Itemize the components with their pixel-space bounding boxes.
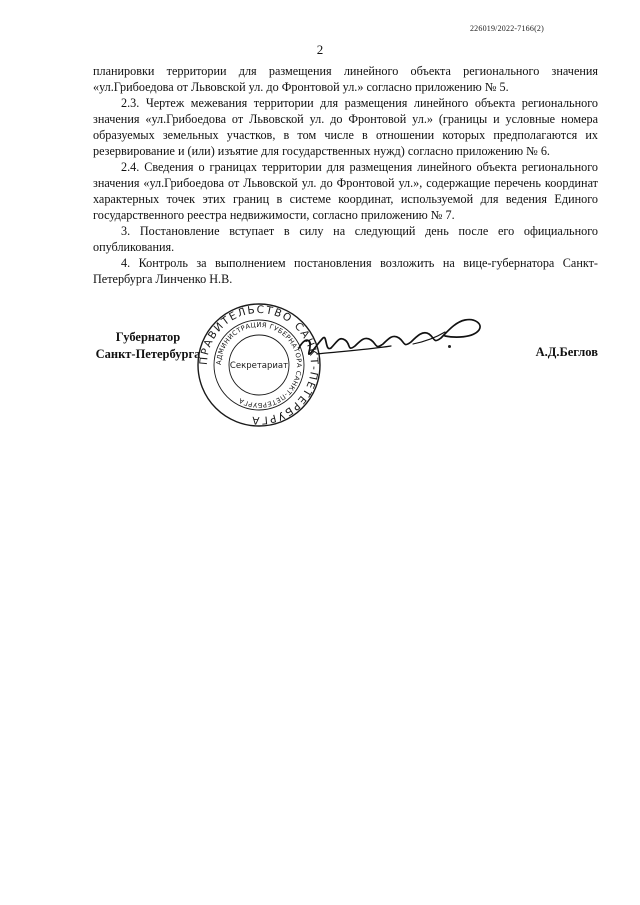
paragraph-3: 3. Постановление вступает в силу на следующий день после его официального опубликования. [93,224,598,254]
paragraph-2-3: 2.3. Чертеж межевания территории для размещения линейного объекта регионального значения «ул.Грибоедова от Львовской ул. до Фронтовой ул.» (границы и условные номера образуемых земельных участков, в том числе в отношении которых предполагаются их резервирование и (или) изъятие для государственных нужд) согласно приложению № 6. [93,96,598,158]
seal-outer-text: ПРАВИТЕЛЬСТВО САНКТ-ПЕТЕРБУРГА [197,303,321,427]
paragraph-4: 4. Контроль за выполнением постановления возложить на вице-губернатора Санкт-Петербурга Линченко Н.В. [93,256,598,286]
document-body [93,63,598,287]
handwritten-signature [295,308,495,368]
signatory-position-line2: Санкт-Петербурга [95,347,201,361]
signature-dot [448,345,451,348]
document-registration-number: 226019/2022-7166(2) [469,24,544,33]
signature-block [0,300,640,440]
paragraph-continuation: планировки территории для размещения линейного объекта регионального значения «ул.Грибоедова от Львовской ул. до Фронтовой ул.» согласно приложению № 5. [93,64,598,94]
signatory-position-line1: Губернатор [115,330,181,344]
signatory-position [93,329,203,363]
seal-inner-text: АДМИНИСТРАЦИЯ ГУБЕРНАТОРА САНКТ-ПЕТЕРБУРГА [214,321,304,410]
page-number: 2 [316,42,324,57]
signatory-name: А.Д.Беглов [535,345,598,359]
seal-center-text: Секретариат [229,361,289,371]
paragraph-2-4: 2.4. Сведения о границах территории для размещения линейного объекта регионального значения «ул.Грибоедова от Львовской ул. до Фронтовой ул.», содержащие перечень координат характерных точек этих границ в системе координат, используемой для ведения Единого государственного реестра недвижимости, согласно приложению № 7. [93,160,598,222]
